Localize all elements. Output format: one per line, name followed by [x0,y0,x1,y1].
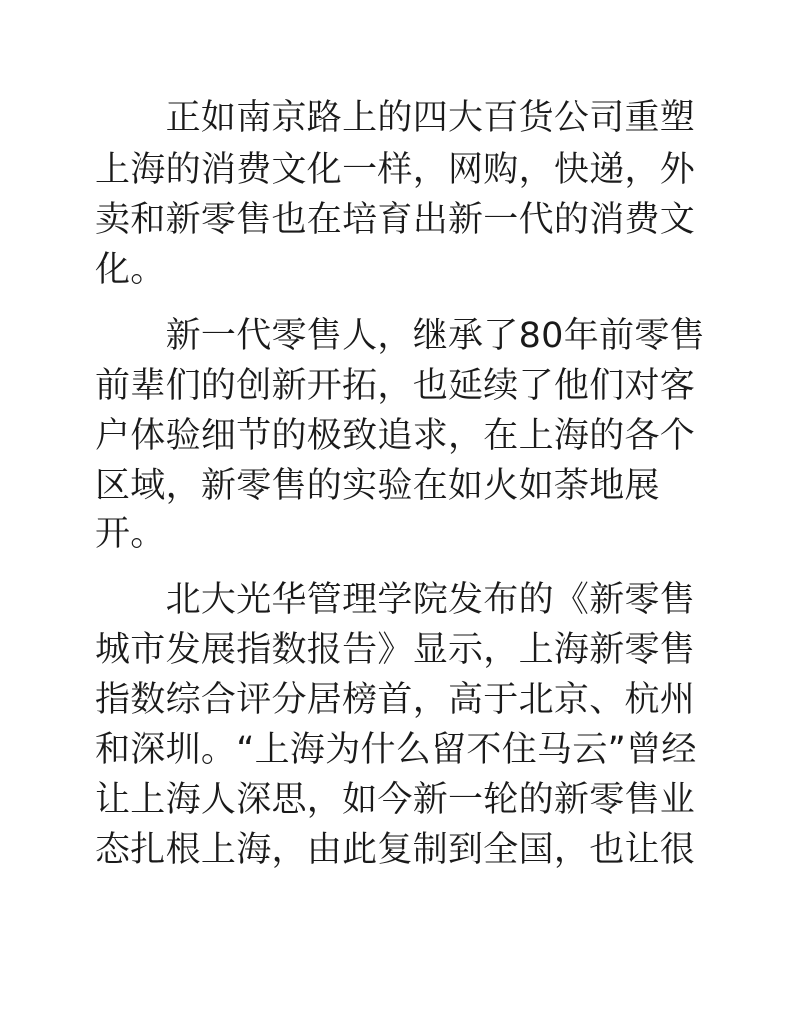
text-line: 化。 [95,250,166,290]
text-line: 区域，新零售的实验在如火如荼地展 [95,466,660,506]
text-line: 开。 [95,514,166,554]
text-line: 让上海人深思，如今新一轮的新零售业 [95,780,696,820]
text-line: 和深圳。“上海为什么留不住马云”曾经 [95,730,697,770]
text-line: 北大光华管理学院发布的《新零售 [95,580,696,620]
text-line: 态扎根上海，由此复制到全国，也让很 [95,830,696,870]
text-line: 卖和新零售也在培育出新一代的消费文 [95,200,696,240]
text-line: 上海的消费文化一样，网购，快递，外 [95,150,696,190]
text-line: 指数综合评分居榜首，高于北京、杭州 [95,680,696,720]
text-line: 城市发展指数报告》显示，上海新零售 [95,630,696,670]
text-line: 正如南京路上的四大百货公司重塑 [95,98,696,138]
text-line: 新一代零售人，继承了80年前零售 [95,316,705,356]
text-line: 前辈们的创新开拓，也延续了他们对客 [95,366,696,406]
text-line: 户体验细节的极致追求，在上海的各个 [95,416,696,456]
